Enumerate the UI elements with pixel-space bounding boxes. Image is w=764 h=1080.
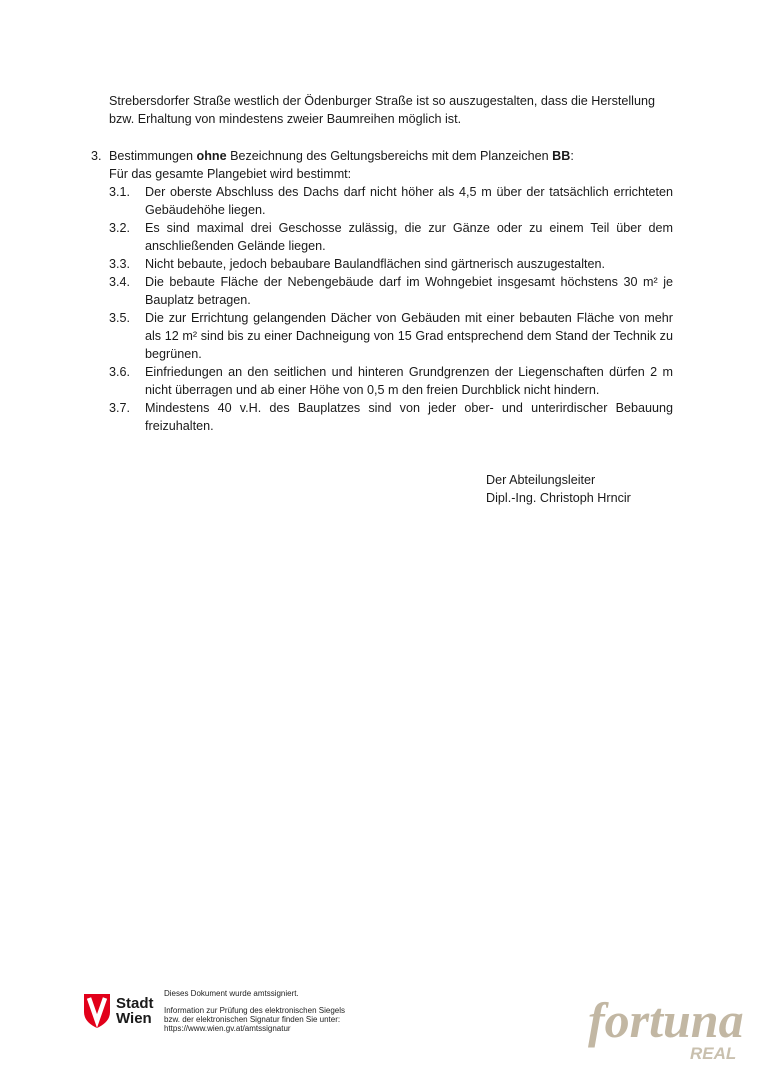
list-item [109,183,673,219]
heading-post: : [570,149,574,163]
heading-pre: Bestimmungen [109,149,197,163]
list-item [109,273,673,309]
list-item [109,399,673,435]
seal-info-line-2: bzw. der elektronischen Signatur finden Sie unter: [164,1015,341,1024]
list-item [109,255,673,273]
list-item [109,309,673,363]
list-item [109,363,673,399]
intro-line-1: Strebersdorfer Straße westlich der Ödenburger Straße ist so auszugestalten, dass die Herstellung [109,94,655,108]
item-text: Die bebaute Fläche der Nebengebäude darf im Wohngebiet insgesamt höchstens 30 m² je Bauplatz betragen. [145,275,673,307]
section-3-items [91,183,673,435]
item-number: 3.5. [109,311,131,325]
signatory-title: Der Abteilungsleiter [486,473,596,487]
section-3-subheading: Für das gesamte Plangebiet wird bestimmt: [109,167,352,181]
fortuna-real-watermark-icon [582,985,764,1077]
seal-signed-text: Dieses Dokument wurde amtssigniert. [164,989,299,998]
item-text: Es sind maximal drei Geschosse zulässig, die zur Gänze oder zu einem Teil über dem anschließenden Gelände liegen. [145,221,673,253]
seal-notice [164,989,345,1033]
item-text: Nicht bebaute, jedoch bebaubare Baulandflächen sind gärtnerisch auszugestalten. [145,257,605,271]
intro-line-2: bzw. Erhaltung von mindestens zweier Baumreihen möglich ist. [109,112,462,126]
item-number: 3.4. [109,275,131,289]
section-3-number: 3. [91,149,102,163]
heading-bold-word: ohne [196,149,227,163]
section-3-heading-text [109,147,574,165]
item-text: Mindestens 40 v.H. des Bauplatzes sind von jeder ober- und unterirdischer Bebauung freizuhalten. [145,401,673,433]
logo-wordmark [116,996,154,1026]
logo-line-wien: Wien [116,1010,152,1027]
watermark-brand: fortuna [588,992,744,1048]
item-text: Der oberste Abschluss des Dachs darf nicht höher als 4,5 m über der tatsächlich errichteten Gebäudehöhe liegen. [145,185,673,217]
item-number: 3.7. [109,401,131,415]
item-number: 3.1. [109,185,131,199]
seal-url: https://www.wien.gv.at/amtssignatur [164,1024,291,1033]
vienna-crest-icon [84,994,110,1028]
logo-line-stadt: Stadt [116,995,154,1012]
signature-block [486,471,631,507]
item-text: Einfriedungen an den seitlichen und hinteren Grundgrenzen der Liegenschaften dürfen 2 m nicht überragen und ab einer Höhe von 0,5 m den freien Durchblick nicht hindern. [145,365,673,397]
item-number: 3.3. [109,257,131,271]
heading-mid: Bezeichnung des Geltungsbereichs mit dem Planzeichen [226,149,553,163]
intro-paragraph [109,92,673,128]
section-3-heading [91,147,673,165]
item-number: 3.2. [109,221,131,235]
item-text: Die zur Errichtung gelangenden Dächer von Gebäuden mit einer bebauten Fläche von mehr als 12 m² sind bis zu einer Dachneigung von 15 Grad entsprechend dem Stand der Technik zu begrünen. [145,311,673,361]
section-3 [91,147,673,435]
stadt-wien-logo [84,994,154,1028]
seal-info-line-1: Information zur Prüfung des elektronischen Siegels [164,1006,345,1015]
plan-code: BB [552,149,571,163]
watermark-sub: REAL [690,1044,737,1063]
list-item [109,219,673,255]
signatory-name: Dipl.-Ing. Christoph Hrncir [486,491,631,505]
item-number: 3.6. [109,365,131,379]
